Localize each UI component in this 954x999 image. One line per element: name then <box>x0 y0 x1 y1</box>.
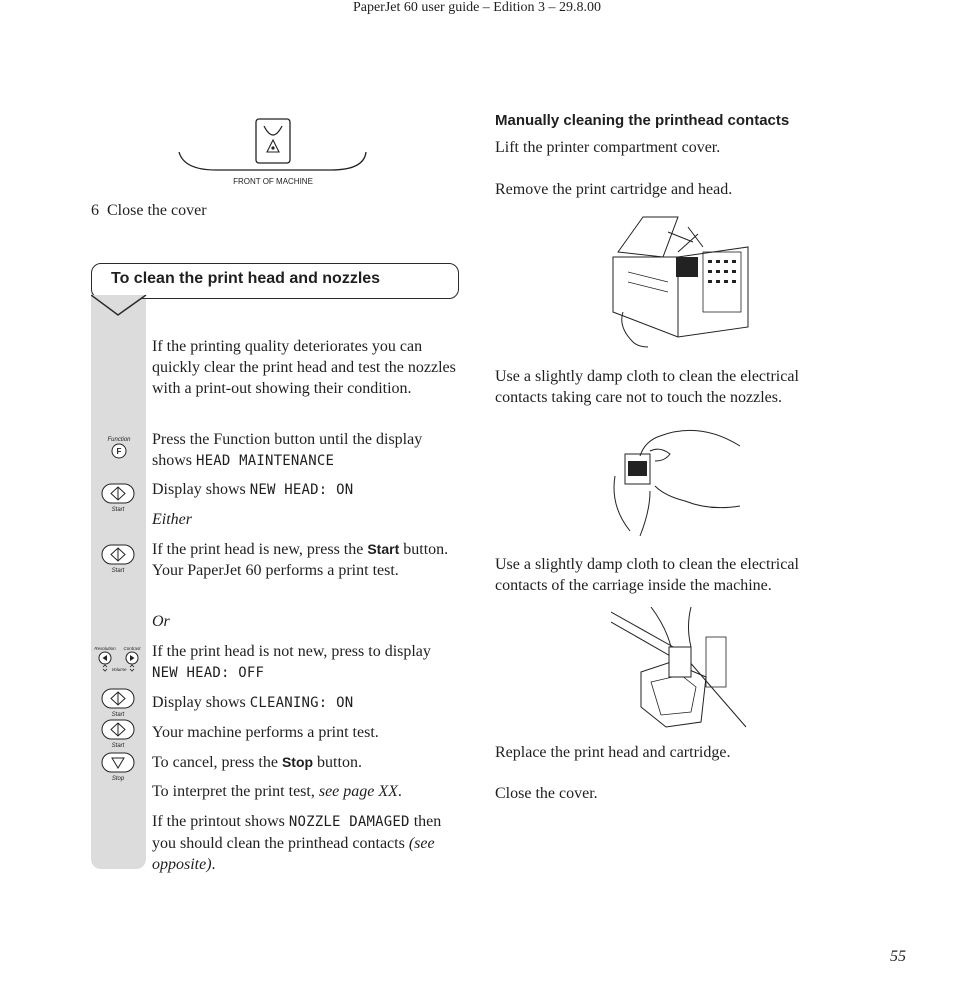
right-step-lift-cover: Lift the printer compartment cover. <box>495 139 721 156</box>
svg-text:Start: Start <box>111 507 125 513</box>
cross-reference: (see opposite) <box>152 835 435 873</box>
printer-open-compartment-illustration <box>608 212 750 350</box>
svg-text:Contrast: Contrast <box>123 646 141 651</box>
carriage-cleaning-illustration <box>611 607 751 729</box>
step-text: Close the cover <box>107 202 207 219</box>
instruction-display-new-head-on: Display shows NEW HEAD: ON <box>152 481 354 498</box>
hands-cleaning-cartridge-illustration <box>610 416 744 538</box>
page-reference: see page XX <box>318 783 398 800</box>
function-button-icon <box>102 433 136 461</box>
start-button-icon <box>100 688 136 718</box>
right-step-remove-cartridge: Remove the print cartridge and head. <box>495 181 733 198</box>
stop-button-icon <box>100 752 136 782</box>
start-keyword: Start <box>367 541 400 557</box>
heading-pointer <box>91 295 147 319</box>
right-section-heading: Manually cleaning the printhead contacts <box>495 112 790 129</box>
instruction-interpret: To interpret the print test, see page XX. <box>152 783 402 800</box>
right-step-clean-contacts: Use a slightly damp cloth to clean the electrical contacts taking care not to touch the nozzles. <box>495 368 799 406</box>
svg-text:Start: Start <box>111 743 125 749</box>
svg-text:Start: Start <box>111 712 125 718</box>
display-code: NOZZLE DAMAGED <box>288 814 410 830</box>
step-number: 6 <box>91 202 99 219</box>
instruction-print-test: Your machine performs a print test. <box>152 724 379 741</box>
right-step-replace: Replace the print head and cartridge. <box>495 744 731 761</box>
section-title: To clean the print head and nozzles <box>111 270 381 287</box>
instruction-function: Press the Function button until the display shows HEAD MAINTENANCE <box>152 431 423 469</box>
svg-text:Resolution: Resolution <box>94 646 116 651</box>
svg-text:Stop: Stop <box>111 776 125 782</box>
step-6 <box>91 200 207 221</box>
svg-text:Function: Function <box>107 437 131 443</box>
display-code: HEAD MAINTENANCE <box>196 453 335 469</box>
start-button-icon <box>100 719 136 749</box>
svg-text:F: F <box>116 447 122 456</box>
instruction-new-head: If the print head is new, press the Start button. Your PaperJet 60 performs a print test. <box>152 541 449 579</box>
display-code: CLEANING: ON <box>249 695 354 711</box>
svg-text:Volume: Volume <box>111 667 127 672</box>
svg-text:Start: Start <box>111 568 125 574</box>
either-label: Either <box>152 511 192 528</box>
running-header: PaperJet 60 user guide – Edition 3 – 29.8.00 <box>352 0 602 15</box>
icon-strip <box>91 290 146 869</box>
instruction-cancel: To cancel, press the Stop button. <box>152 754 362 771</box>
front-of-machine-diagram <box>176 116 370 190</box>
intro-paragraph: If the printing quality deteriorates you can quickly clear the print head and test the nozzles with a print-out showing their condition. <box>152 338 456 397</box>
right-step-clean-carriage: Use a slightly damp cloth to clean the electrical contacts of the carriage inside the machine. <box>495 556 799 594</box>
display-code: NEW HEAD: OFF <box>152 665 265 681</box>
stop-keyword: Stop <box>281 754 314 770</box>
or-label: Or <box>152 613 170 630</box>
right-step-close-cover: Close the cover. <box>495 785 598 802</box>
page-number: 55 <box>890 948 906 965</box>
display-code: NEW HEAD: ON <box>249 482 354 498</box>
instruction-nozzle-damaged: If the printout shows NOZZLE DAMAGED then you should clean the printhead contacts (see opposite). <box>152 813 442 873</box>
front-of-machine-caption: FRONT OF MACHINE <box>233 177 313 186</box>
resolution-contrast-volume-icon <box>94 644 144 674</box>
start-button-icon <box>100 483 136 513</box>
instruction-display-cleaning: Display shows CLEANING: ON <box>152 694 354 711</box>
start-button-icon <box>100 544 136 574</box>
instruction-not-new-head: If the print head is not new, press to display NEW HEAD: OFF <box>152 643 431 681</box>
